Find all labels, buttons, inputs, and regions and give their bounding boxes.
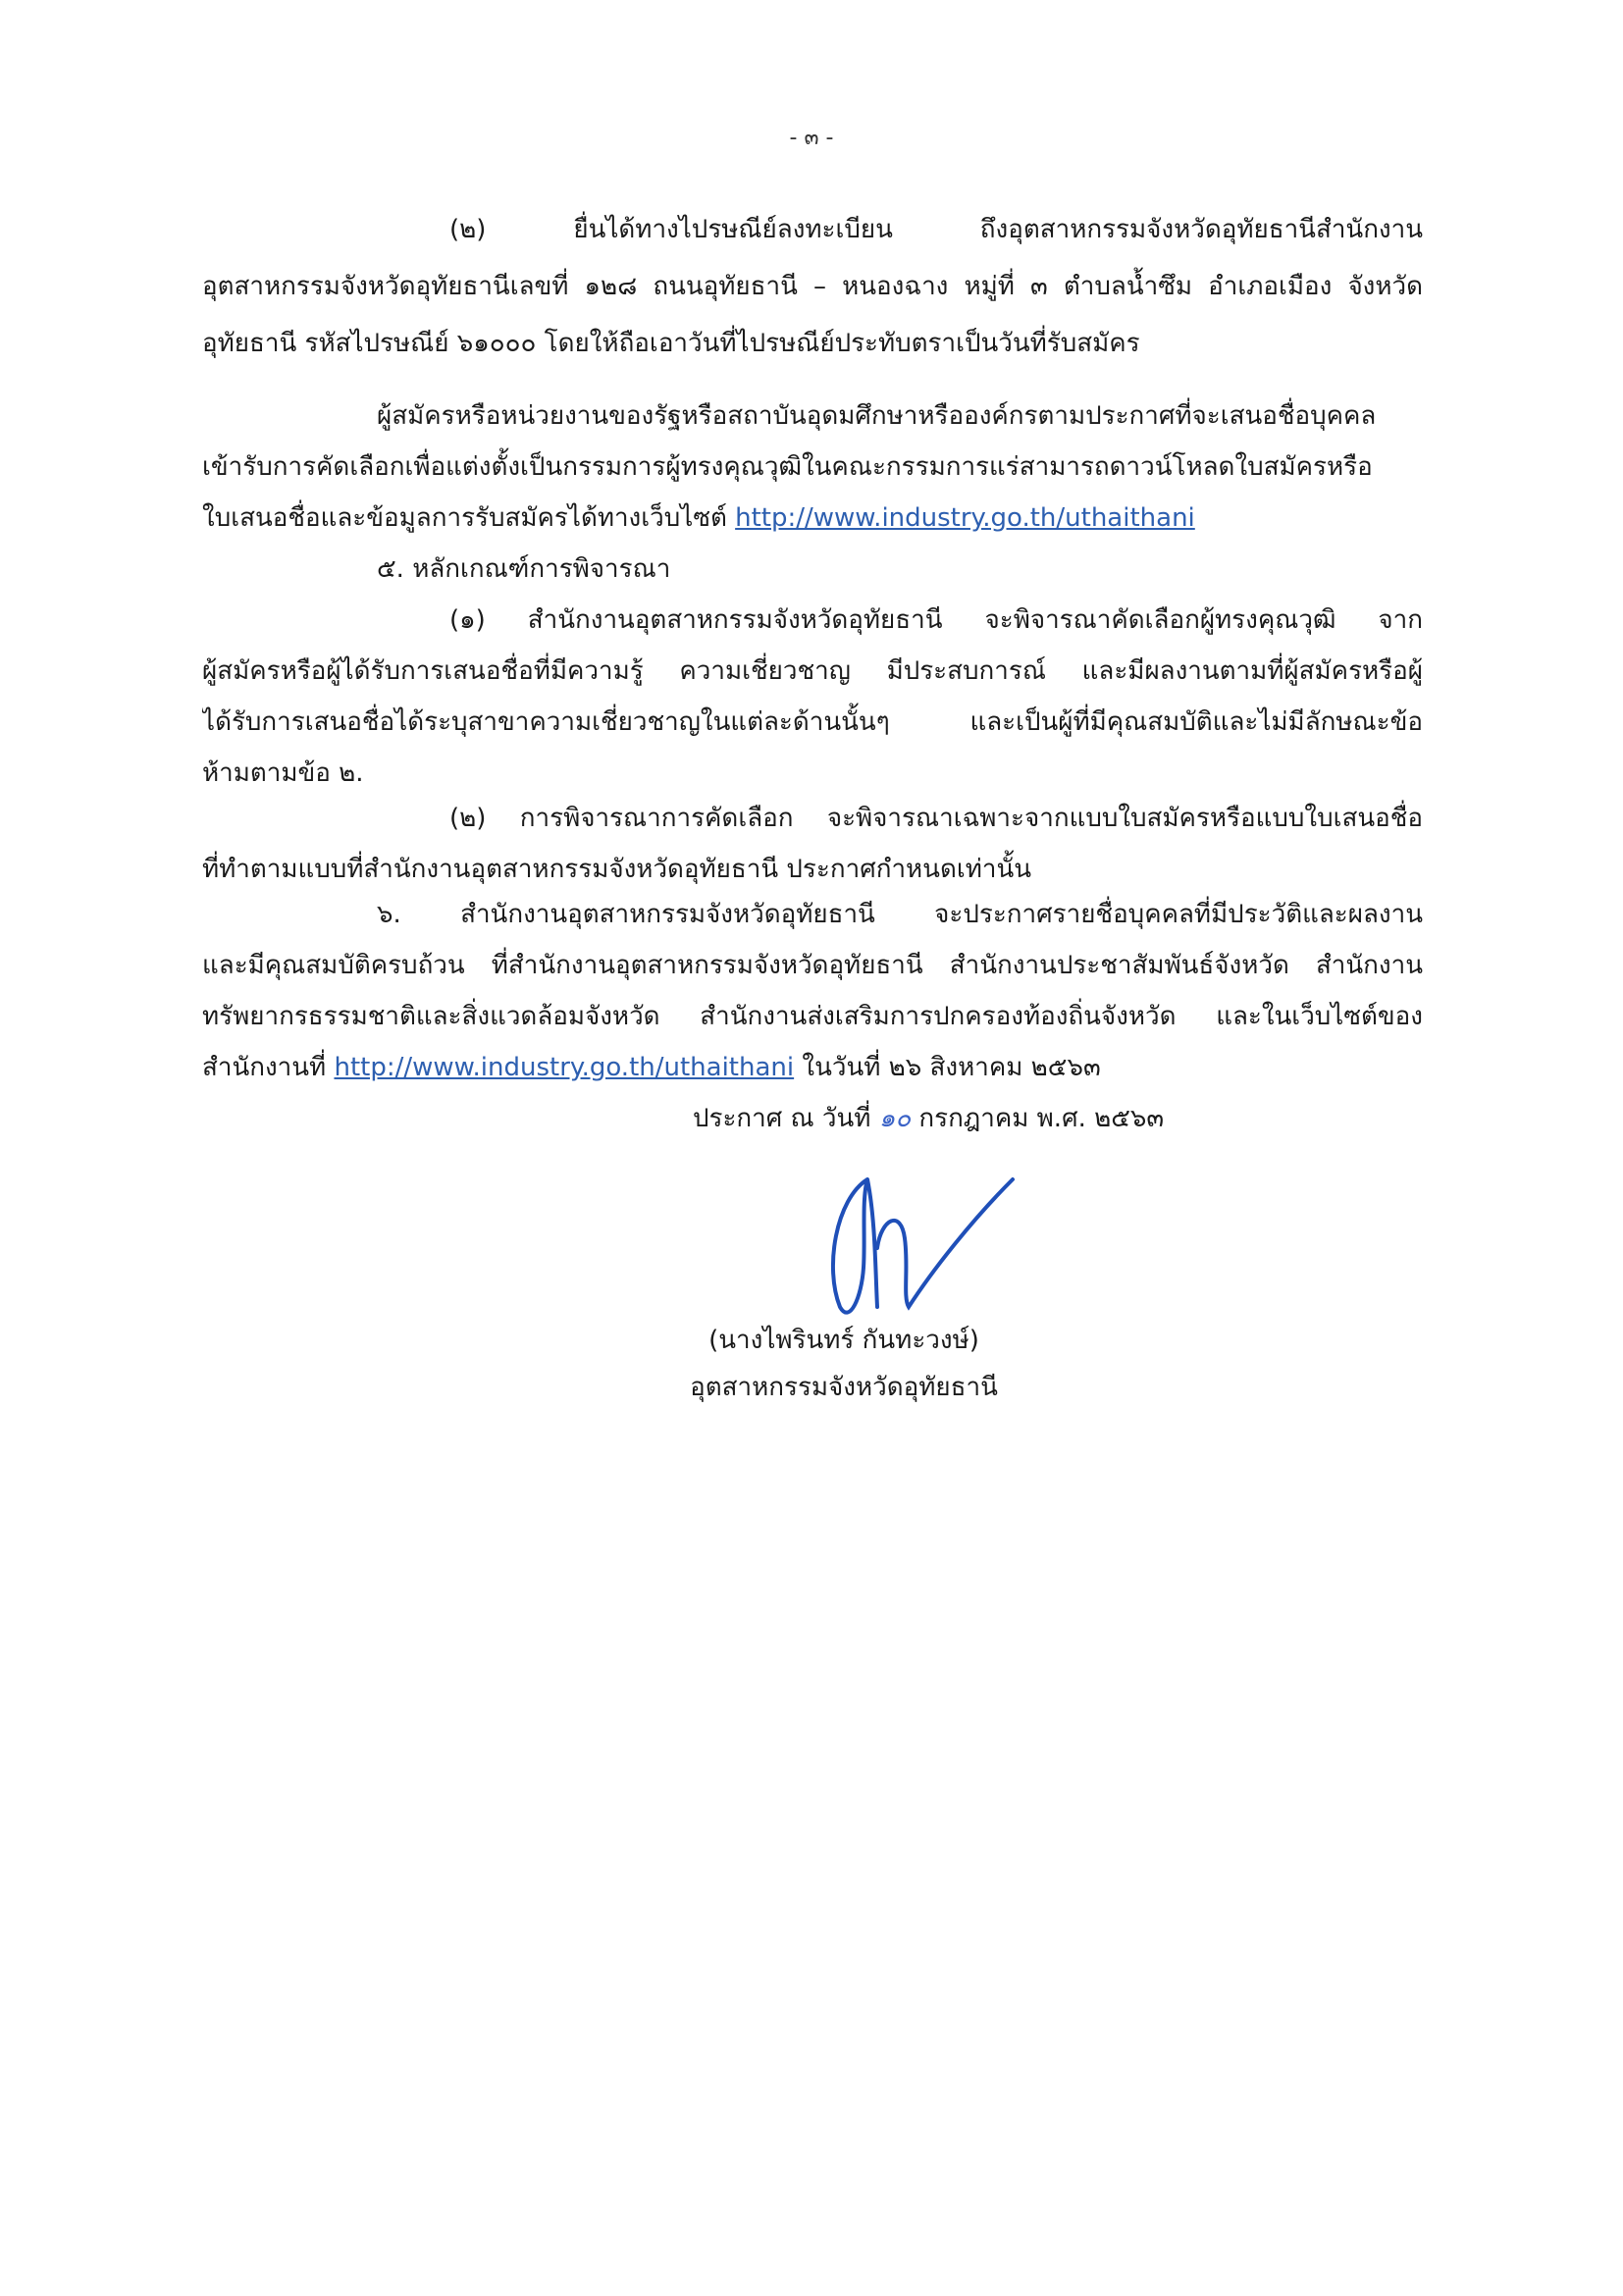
date-day: ๑๐ — [878, 1104, 912, 1133]
paragraph-line: (๒) การพิจารณาการคัดเลือก จะพิจารณาเฉพาะจากแบบใบสมัครหรือแบบใบเสนอชื่อ — [449, 804, 1423, 833]
page-number: - ๓ - — [789, 126, 834, 150]
signature-image — [807, 1160, 1032, 1327]
website-link[interactable]: http://www.industry.go.th/uthaithani — [735, 503, 1195, 533]
date-suffix: กรกฎาคม พ.ศ. ๒๕๖๓ — [918, 1104, 1165, 1133]
paragraph-line: ที่ทำตามแบบที่สำนักงานอุตสาหกรรมจังหวัดอุทัยธานี ประกาศกำหนดเท่านั้น — [202, 855, 1032, 884]
paragraph-line — [202, 1048, 1423, 1087]
website-link[interactable]: http://www.industry.go.th/uthaithani — [334, 1053, 795, 1082]
paragraph-line: (๑) สำนักงานอุตสาหกรรมจังหวัดอุทัยธานี จะพิจารณาคัดเลือกผู้ทรงคุณวุฒิ จาก — [449, 605, 1423, 635]
paragraph-text: ใบเสนอชื่อและข้อมูลการรับสมัครได้ทางเว็บไซต์ — [202, 503, 727, 533]
signer-title: อุตสาหกรรมจังหวัดอุทัยธานี — [690, 1373, 998, 1402]
paragraph-line: ทรัพยากรธรรมชาติและสิ่งแวดล้อมจังหวัด สำนักงานส่งเสริมการปกครองท้องถิ่นจังหวัด และในเว็บไซต์ของ — [202, 1002, 1423, 1031]
section-heading: ๕. หลักเกณฑ์การพิจารณา — [377, 554, 671, 584]
paragraph-line: ผู้สมัครหรือหน่วยงานของรัฐหรือสถาบันอุดมศึกษาหรือองค์กรตามประกาศที่จะเสนอชื่อบุคคล — [377, 401, 1377, 431]
paragraph-line: อุตสาหกรรมจังหวัดอุทัยธานีเลขที่ ๑๒๘ ถนนอุทัยธานี – หนองฉาง หมู่ที่ ๓ ตำบลน้ำซึม อำเภอเมือง จังหวัด — [202, 272, 1423, 301]
date-prefix: ประกาศ ณ วันที่ — [693, 1104, 871, 1133]
paragraph-text: ในวันที่ ๒๖ สิงหาคม ๒๕๖๓ — [802, 1053, 1101, 1082]
paragraph-line: ได้รับการเสนอชื่อได้ระบุสาขาความเชี่ยวชาญในแต่ละด้านนั้นๆ และเป็นผู้ที่มีคุณสมบัติและไม่มีลักษณะข้อ — [202, 707, 1423, 737]
paragraph-line — [202, 498, 1423, 538]
paragraph-line: (๒) ยื่นได้ทางไปรษณีย์ลงทะเบียน ถึงอุตสาหกรรมจังหวัดอุทัยธานีสำนักงาน — [449, 215, 1423, 244]
paragraph-line: และมีคุณสมบัติครบถ้วน ที่สำนักงานอุตสาหกรรมจังหวัดอุทัยธานี สำนักงานประชาสัมพันธ์จังหวัด สำนักงาน — [202, 951, 1423, 980]
paragraph-text: สำนักงานที่ — [202, 1053, 327, 1082]
paragraph-line: เข้ารับการคัดเลือกเพื่อแต่งตั้งเป็นกรรมการผู้ทรงคุณวุฒิในคณะกรรมการแร่สามารถดาวน์โหลดใบสมัครหรือ — [202, 452, 1373, 482]
signer-name: (นางไพรินทร์ กันทะวงษ์) — [708, 1326, 979, 1355]
paragraph-line: ห้ามตามข้อ ๒. — [202, 758, 364, 788]
paragraph-line: ๖. สำนักงานอุตสาหกรรมจังหวัดอุทัยธานี จะประกาศรายชื่อบุคคลที่มีประวัติและผลงาน — [377, 900, 1423, 929]
announcement-date — [693, 1099, 1164, 1138]
paragraph-line: อุทัยธานี รหัสไปรษณีย์ ๖๑๐๐๐ โดยให้ถือเอาวันที่ไปรษณีย์ประทับตราเป็นวันที่รับสมัคร — [202, 329, 1140, 358]
paragraph-line: ผู้สมัครหรือผู้ได้รับการเสนอชื่อที่มีความรู้ ความเชี่ยวชาญ มีประสบการณ์ และมีผลงานตามที่ผู้สมัครหรือผู้ — [202, 656, 1423, 686]
